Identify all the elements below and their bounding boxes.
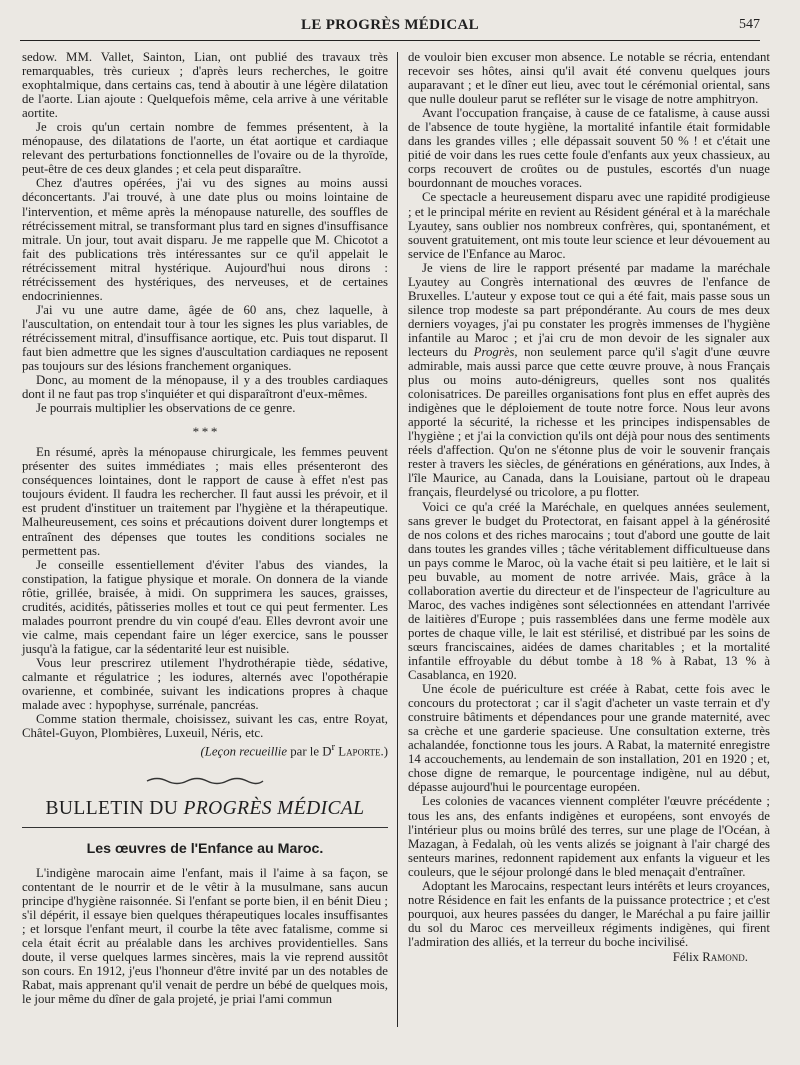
paragraph: Une école de puériculture est créée à Rabat, cette fois avec le concours du protectorat ; car il s'agit d'acheter un vaste terrain et d'y construire bâtiments et dépendances pour une grande maternité, avec sa crèche et une garderie spacieuse. Une consultation externe, très achalandée, fonctionne tous les jours. A Rabat, la maternité enregistre 14 accouchements, au lendemain de son installation, 201 en 1920 ; et, chose digne de remarque, le pourcentage indigène, nul au début, dépasse aujourd'hui le pourcentage européen. (408, 682, 770, 795)
ornament-icon (145, 776, 265, 786)
paragraph-text: Je viens de lire le rapport présenté par madame la maréchale Lyautey au Congrès international des œuvres de l'enfance de Bruxelles. L'auteur y expose tout ce qui a été fait, mais passe sous un silence trop modeste sa part prépondérante. Au cours de mes deux derniers voyages, j'ai pu constater les progrès immenses de l'hygiène infantile au Maroc ; et j'ai cru de mon devoir de les signaler aux lecteurs du (408, 260, 770, 359)
running-title: LE PROGRÈS MÉDICAL (301, 17, 479, 33)
credit-italic: (Leçon recueillie (200, 744, 288, 759)
lecture-credit (22, 741, 388, 758)
paragraph: Je crois qu'un certain nombre de femmes présentent, à la ménopause, des dilatations de l'aorte, un état aortique et cardiaque relevant des perturbations fonctionnelles de l'ovaire ou de la thyroïde, peut-être de ces deux glandes ; et cela peut disparaître. (22, 120, 388, 177)
section-break-asterism: * * * (192, 424, 218, 440)
paragraph (408, 261, 770, 500)
credit-by: par le D (287, 744, 332, 759)
bulletin-title (22, 797, 388, 821)
decorative-rule-ornament (22, 775, 388, 785)
column-divider (397, 52, 398, 1027)
author-signature (408, 950, 770, 964)
paragraph: L'indigène marocain aime l'enfant, mais il l'aime à sa façon, se contentant de le nourrir et de le vêtir à la musulmane, sans aucun principe d'hygiène raisonnée. Si l'enfant se porte bien, il en bénit Dieu ; s'il dépérit, il essaye bien quelques thérapeutiques locales insuffisantes ; et lorsque l'enfant meurt, il courbe la tête avec fatalisme, comme si cela était écrit au préalable dans les archives providentielles. Sans doute, il verse quelques larmes sincères, mais la vie reprend aussitôt son cours. En 1912, j'eus l'honneur d'être invité par un des notables de Rabat, mais apprenant qu'il venait de perdre un bébé de quelques mois, le jour même du dîner de gala projeté, je priai l'ami commun (22, 866, 388, 1007)
credit-author: Laporte. (335, 744, 384, 759)
bulletin-title-main: BULLETIN DU (45, 797, 184, 819)
paragraph: Les colonies de vacances viennent compléter l'œuvre précédente ; tous les ans, des enfants indigènes et européens, sont envoyés de l'intérieur plus ou moins brûlé des terres, sur une plage de l'Océan, à Mazagan, à Fedalah, où les vents alizés se joignant à l'air chargé des senteurs marines, redonnent rapidement aux enfants la vigueur et les couleurs, que le séjour prolongé dans le bled menaçait d'entraîner. (408, 794, 770, 879)
paragraph: Chez d'autres opérées, j'ai vu des signes au moins aussi déconcertants. J'ai trouvé, à une date plus ou moins lointaine de l'intervention, et même après la ménopause naturelle, des souffles de rétrécissement mitral, se transformant plus tard en signes d'insuffisance mitrale. Un jour, tout avait disparu. Je me rappelle que M. Chicotot a fait des publications très intéressantes sur ce qu'il appelait le rétrécissement mitral hystérique. Aujourd'hui nous dirons : rétrécissement des hystériques, des nerveuses, et de certaines endocriniennes. (22, 176, 388, 303)
paragraph: sedow. MM. Vallet, Sainton, Lian, ont publié des travaux très remarquables, très curieux ; d'après leurs recherches, le goitre exophtalmique, dans certains cas, tend à aboutir à une légère dilatation de l'aorte. Lian ajoute : Quelquefois même, cela arrive à une véritable aortite. (22, 50, 388, 121)
bulletin-rule (22, 827, 388, 829)
bulletin-title-journal: PROGRÈS MÉDICAL (183, 797, 365, 819)
page-number: 547 (739, 17, 760, 32)
paragraph: J'ai vu une autre dame, âgée de 60 ans, chez laquelle, à l'auscultation, on entendait tour à tour les signes les plus variables, de rétrécissement mitral, d'insuffisance aortique, etc. Puis tout disparut. Il faut bien admettre que les signes d'auscultation cardiaques ne reposent pas toujours sur des lésions franchement organiques. (22, 302, 388, 374)
paragraph: En résumé, après la ménopause chirurgicale, les femmes peuvent présenter des suites immédiates ; mais elles présenteront des conséquences lointaines, dont le rapport de cause à effet n'est pas toujours évident. Il faudra les rechercher. Il faut aussi les prévoir, et il est prudent d'instituer un traitement par l'hygiène et la thérapeutique. Malheureusement, ces soins et précautions doivent durer longtemps et entraînent des dépenses que toutes les conditions sociales ne permettent pas. (22, 445, 388, 558)
paragraph-text: , non seulement parce qu'il s'agit d'une œuvre admirable, mais aussi parce que cette œuvre prouve, à nous Français plus ou moins auto-dénigreurs, quelles sont nos qualités colonisatrices. De pareilles organisations font plus en effet auprès des indigènes que le déploiement de toute notre force. Nous leur avons apporté la sécurité, la richesse et les principes indispensables de l'hygiène ; et j'ai la conviction qu'ils ont déjà pour nous des sentiments réels d'affection. Qu'on ne s'étonne plus de voir le souvenir français rester à travers les siècles, de générations en générations, aux Indes, à l'île Maurice, au Canada, dans la Louisiane, partout où le drapeau français, fleurdelysé ou tricolore, a pu flotter. (408, 344, 770, 500)
paragraph: Voici ce qu'a créé la Maréchale, en quelques années seulement, sans grever le budget du Protectorat, en faisant appel à la générosité de nos colons et des riches marocains ; tout d'abord une goutte de lait dans toutes les grandes villes ; tâche véritablement difficultueuse dans un pays comme le Maroc, où la vache était si peu laitière, et le lait si peu buvable, au moment de notre arrivée. Mais, grâce à la collaboration avertie du directeur et de l'inspecteur de l'agriculture au Maroc, des vaches indigènes sont sélectionnées en attendant l'arrivée de laitières d'Europe ; puis rassemblées dans une ferme modèle aux portes de chaque ville, le lait est stérilisé, et distribué par les soins de sœurs franciscaines, aidées de dames charitables ; et la mortalité infantile effroyable du début tombe à 18 % à Rabat, 13 % à Casablanca, en 1920. (408, 499, 770, 683)
paragraph: Comme station thermale, choisissez, suivant les cas, entre Royat, Châtel-Guyon, Plombières, Luxeuil, Néris, etc. (22, 712, 388, 741)
paragraph: Je pourrais multiplier les observations de ce genre. (36, 401, 296, 416)
paragraph: Adoptant les Marocains, respectant leurs intérêts et leurs croyances, notre Résidence en fait les enfants de la puissance protectrice ; et c'est pourquoi, aux heures passées du danger, le Maréchal a pu faire jaillir du sol du Maroc ces merveilleux régiments indigènes, qui firent l'admiration des alliés, et la terreur du boche incivilisé. (408, 878, 770, 949)
paragraph: Vous leur prescrirez utilement l'hydrothérapie tiède, sédative, calmante et régulatrice ; les iodures, alternés avec l'opothérapie ovarienne, et combinée, suivant les indications propres à chaque malade avec : hypophyse, surrénale, pancréas. (22, 655, 388, 713)
left-column (22, 50, 388, 1007)
credit-close: ) (383, 744, 388, 759)
right-column (408, 50, 770, 964)
paragraph: de vouloir bien excuser mon absence. Le notable se récria, entendant recevoir ses hôtes, ainsi qu'il avait été convenu quelques jours auparavant ; et le dîner eut lieu, avec tout le cérémonial oriental, sans que nulle douleur parut se refléter sur le visage de notre amphitryon. (408, 50, 770, 107)
paragraph: Avant l'occupation française, à cause de ce fatalisme, à cause aussi de l'absence de toute hygiène, la mortalité infantile était formidable dans les grandes villes ; elle dépassait souvent 50 % ! et c'était une pitié de voir dans les rues cette foule d'enfants aux yeux chassieux, au corps recouvert de croûtes ou de pustules, escortés d'un nuage bourdonnant de mouches voraces. (408, 106, 770, 191)
credit-sup: r (331, 742, 336, 754)
author-last-name: Ramond. (702, 950, 748, 964)
journal-name: Progrès (473, 344, 515, 359)
article-title: Les œuvres de l'Enfance au Maroc. (86, 841, 324, 858)
paragraph: Donc, au moment de la ménopause, il y a des troubles cardiaques dont il ne faut pas trop s'inquiéter et qui disparaîtront d'eux-mêmes. (22, 373, 388, 402)
paragraph: Je conseille essentiellement d'éviter l'abus des viandes, la constipation, la fatigue physique et morale. On donnera de la viande rôtie, grillée, braisée, à midi. On supprimera les sauces, graisses, crudités, acidités, pâtisseries molles et tout ce qui peut fermenter. Les malades pourront prendre du vin coupé d'eau. Elles devront avoir une vie calme, mais cependant faire un léger exercice, sans le pousser jusqu'à la fatigue, car la sédentarité leur est nuisible. (22, 557, 388, 656)
paragraph: Ce spectacle a heureusement disparu avec une rapidité prodigieuse ; et le principal mérite en revient au Résident général et à la maréchale Lyautey, sans oublier nos nombreux confrères, qui, spontanément, et souvent gratuitement, ont mis toute leur science et leur dévouement au service de l'Enfance au Maroc. (408, 190, 770, 261)
author-first-name: Félix (672, 950, 703, 964)
running-header (20, 14, 760, 41)
